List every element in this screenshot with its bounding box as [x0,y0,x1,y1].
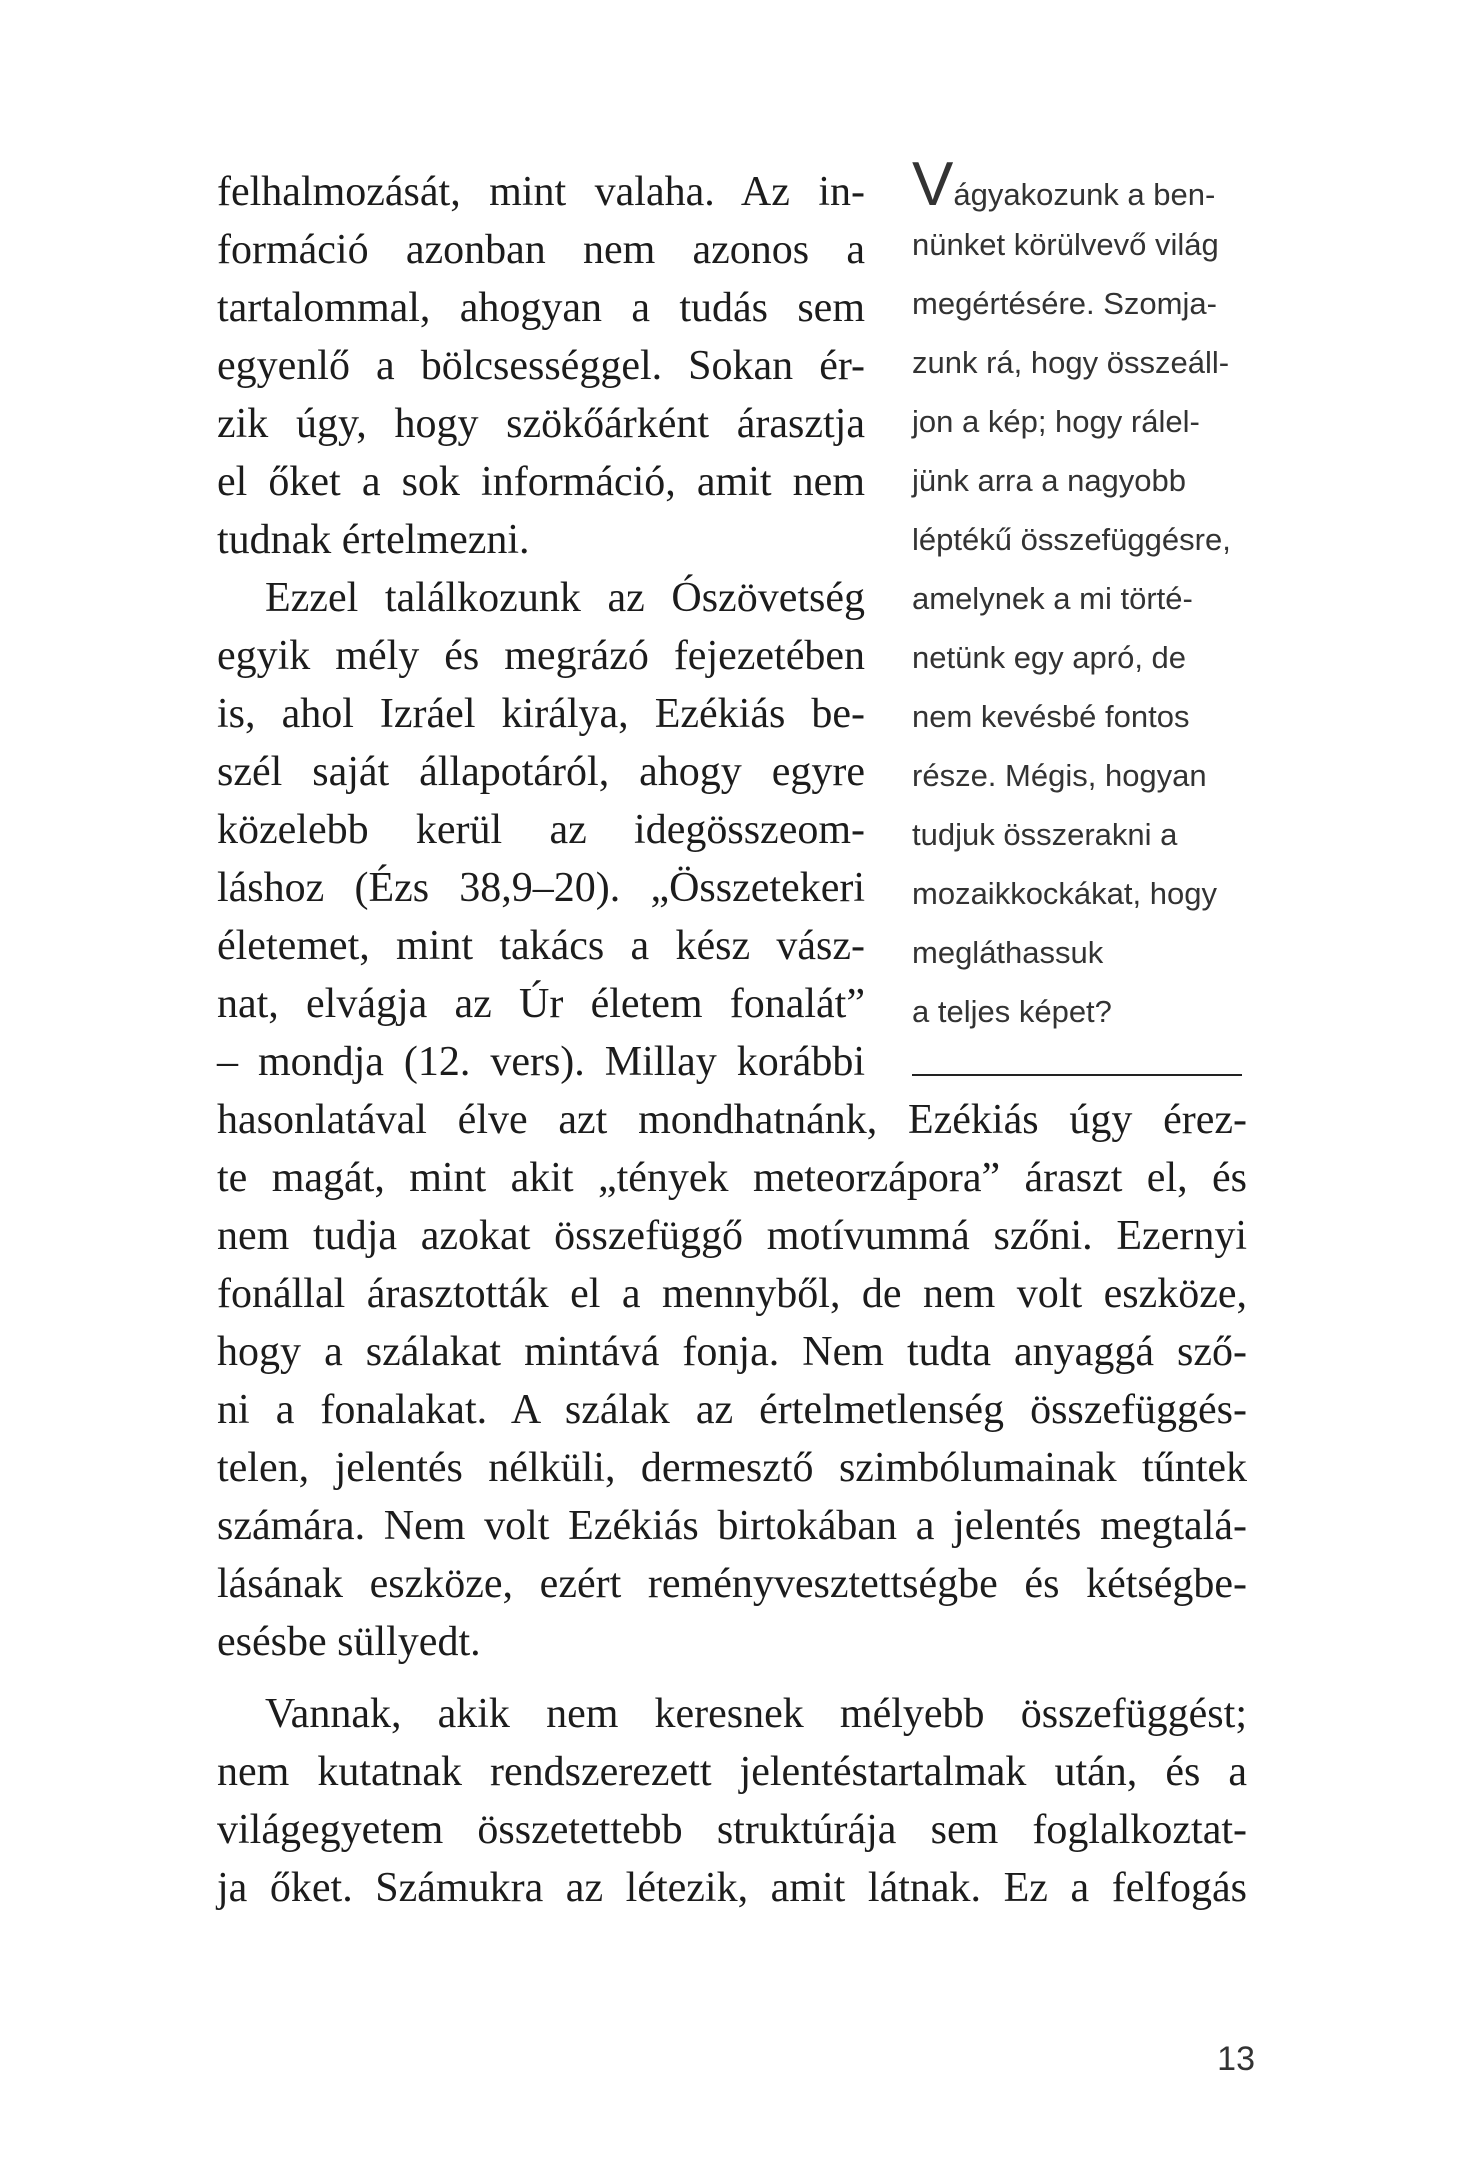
body-line: formáció azonban nem azonos a [217,227,865,273]
body-line: el őket a sok információ, amit nem [217,459,865,505]
body-line: telen, jelentés nélküli, dermesztő szimbólumainak tűntek [217,1445,1247,1491]
pull-quote-line: megértésére. Szomja- [912,286,1217,321]
body-line: lásának eszköze, ezért reményvesztettségbe és kétségbe- [217,1561,1247,1607]
body-line: nem tudja azokat összefüggő motívummá szőni. Ezernyi [217,1213,1247,1259]
pull-quote-line: netünk egy apró, de [912,640,1187,675]
body-line-indent: Ezzel találkozunk az Ószövetség [265,575,865,621]
pull-quote-line: zunk rá, hogy összeáll- [912,345,1230,380]
pull-quote-rule [912,1074,1242,1076]
pull-quote-line: jünk arra a nagyobb [912,463,1187,498]
body-line: fonállal árasztották el a mennyből, de nem volt eszköze, [217,1271,1247,1317]
body-line: – mondja (12. vers). Millay korábbi [217,1039,865,1085]
pull-quote-first-line [912,150,1216,219]
body-line: egyenlő a bölcsességgel. Sokan ér- [217,343,865,389]
pull-quote-line: nem kevésbé fontos [912,699,1190,734]
pull-quote-line: nünket körülvevő világ [912,227,1219,262]
body-line: egyik mély és megrázó fejezetében [217,633,865,679]
body-line: életemet, mint takács a kész vász- [217,923,865,969]
body-line: hasonlatával élve azt mondhatnánk, Ezékiás úgy érez- [217,1097,1247,1143]
pull-quote-line: tudjuk összerakni a [912,817,1178,852]
body-line: hogy a szálakat mintává fonja. Nem tudta anyaggá sző- [217,1329,1247,1375]
body-line: ja őket. Számukra az létezik, amit látnak. Ez a felfogás [217,1865,1247,1911]
body-line: zik úgy, hogy szökőárként árasztja [217,401,865,447]
pull-quote-line: jon a kép; hogy rálel- [912,404,1200,439]
body-line: ni a fonalakat. A szálak az értelmetlenség összefüggés- [217,1387,1247,1433]
body-line: világegyetem összetettebb struktúrája sem foglalkoztat- [217,1807,1247,1853]
pull-quote-line: amelynek a mi törté- [912,581,1193,616]
body-line: tartalommal, ahogyan a tudás sem [217,285,865,331]
body-line: is, ahol Izráel királya, Ezékiás be- [217,691,865,737]
pull-quote-line: ágyakozunk a ben- [953,177,1216,212]
pull-quote-line: megláthassuk [912,935,1104,970]
pull-quote-line: a teljes képet? [912,994,1112,1029]
body-line: nat, elvágja az Úr életem fonalát” [217,981,865,1027]
body-line: tudnak értelmezni. [217,517,530,563]
pull-quote-line: része. Mégis, hogyan [912,758,1207,793]
body-line: esésbe süllyedt. [217,1619,481,1665]
body-line-indent: Vannak, akik nem keresnek mélyebb összefüggést; [265,1691,1247,1737]
body-line: közelebb kerül az idegösszeom- [217,807,865,853]
body-line: láshoz (Ézs 38,9–20). „Összetekeri [217,865,865,911]
pull-quote-line: léptékű összefüggésre, [912,522,1231,557]
body-line: felhalmozását, mint valaha. Az in- [217,169,865,215]
body-line: te magát, mint akit „tények meteorzápora” áraszt el, és [217,1155,1247,1201]
pull-quote-dropcap: V [912,150,954,219]
body-line: szél saját állapotáról, ahogy egyre [217,749,865,795]
body-line: nem kutatnak rendszerezett jelentéstartalmak után, és a [217,1749,1247,1795]
pull-quote-line: mozaikkockákat, hogy [912,876,1217,911]
page-number: 13 [1217,2040,1255,2078]
body-line: számára. Nem volt Ezékiás birtokában a jelentés megtalá- [217,1503,1247,1549]
